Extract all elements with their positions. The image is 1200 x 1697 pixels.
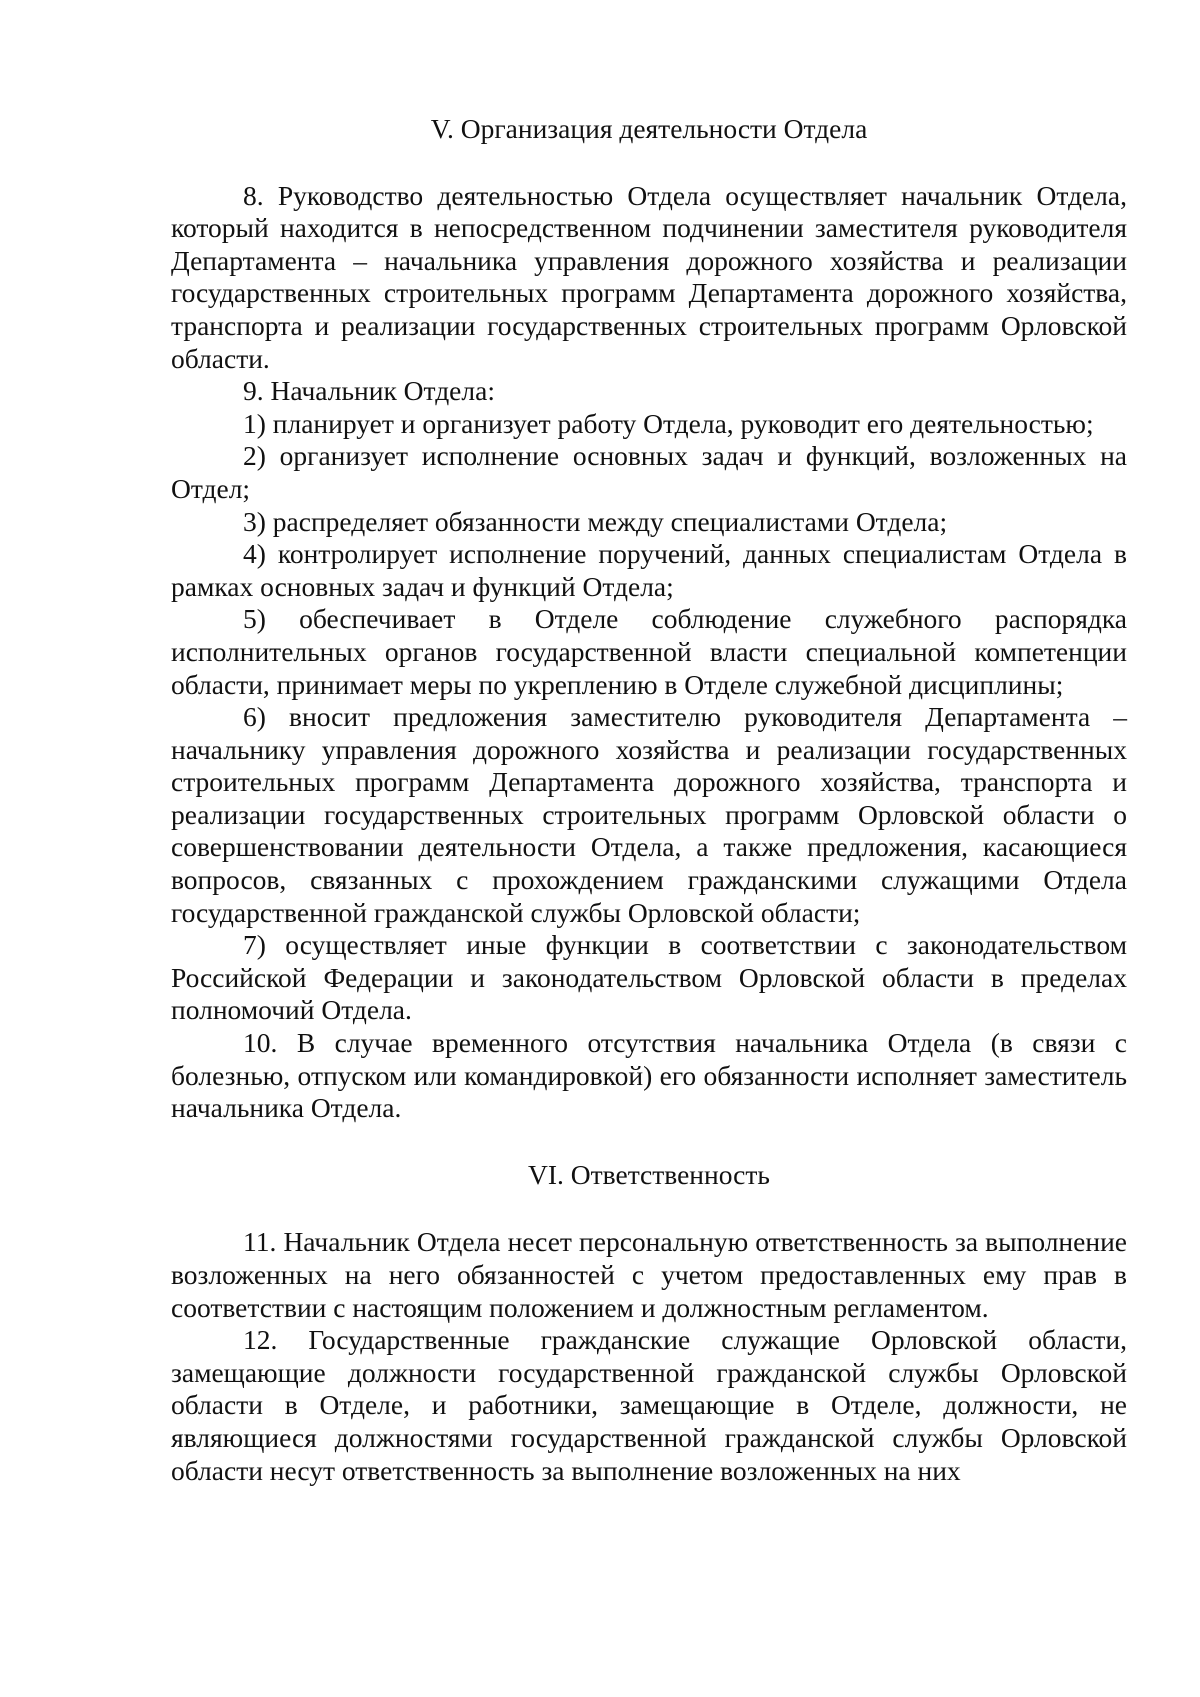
- paragraph-12: 12. Государственные гражданские служащие Орловской области, замещающие должности государственной гражданской службы Орловской области в Отделе, и работники, замещающие в Отделе, должности, не являющиеся должностями государственной гражданской службы Орловской области несут ответственность за выполнение возложенных на них: [171, 1324, 1127, 1486]
- list-item-5: 5) обеспечивает в Отделе соблюдение служебного распорядка исполнительных органов государственной власти специальной компетенции области, принимает меры по укреплению в Отделе служебной дисциплины;: [171, 603, 1127, 700]
- list-item-1: 1) планирует и организует работу Отдела, руководит его деятельностью;: [243, 407, 1094, 439]
- list-item-4: 4) контролирует исполнение поручений, данных специалистам Отдела в рамках основных задач и функций Отдела;: [171, 538, 1127, 602]
- section-heading-v: V. Организация деятельности Отдела: [430, 113, 868, 144]
- list-item-6: 6) вносит предложения заместителю руководителя Департамента – начальнику управления дорожного хозяйства и реализации государственных строительных программ Департамента дорожного хозяйства, транспорта и реализации государственных строительных программ Орловской области о совершенствовании деятельности Отдела, а также предложения, касающиеся вопросов, связанных с прохождением гражданскими служащими Отдела государственной гражданской службы Орловской области;: [171, 701, 1127, 928]
- document-page: [171, 113, 1127, 1487]
- paragraph-11: 11. Начальник Отдела несет персональную ответственность за выполнение возложенных на него обязанностей с учетом предоставленных ему прав в соответствии с настоящим положением и должностным регламентом.: [171, 1226, 1127, 1323]
- list-item-3: 3) распределяет обязанности между специалистами Отдела;: [243, 505, 948, 537]
- section-heading-vi: VI. Ответственность: [528, 1158, 770, 1190]
- paragraph-10: 10. В случае временного отсутствия начальника Отдела (в связи с болезнью, отпуском или командировкой) его обязанности исполняет заместитель начальника Отдела.: [171, 1027, 1127, 1124]
- paragraph-9: 9. Начальник Отдела:: [243, 375, 495, 407]
- list-item-7: 7) осуществляет иные функции в соответствии с законодательством Российской Федерации и законодательством Орловской области в пределах полномочий Отдела.: [171, 929, 1127, 1026]
- list-item-2: 2) организует исполнение основных задач и функций, возложенных на Отдел;: [171, 440, 1127, 504]
- paragraph-8: 8. Руководство деятельностью Отдела осуществляет начальник Отдела, который находится в непосредственном подчинении заместителя руководителя Департамента – начальника управления дорожного хозяйства и реализации государственных строительных программ Департамента дорожного хозяйства, транспорта и реализации государственных строительных программ Орловской области.: [171, 179, 1127, 374]
